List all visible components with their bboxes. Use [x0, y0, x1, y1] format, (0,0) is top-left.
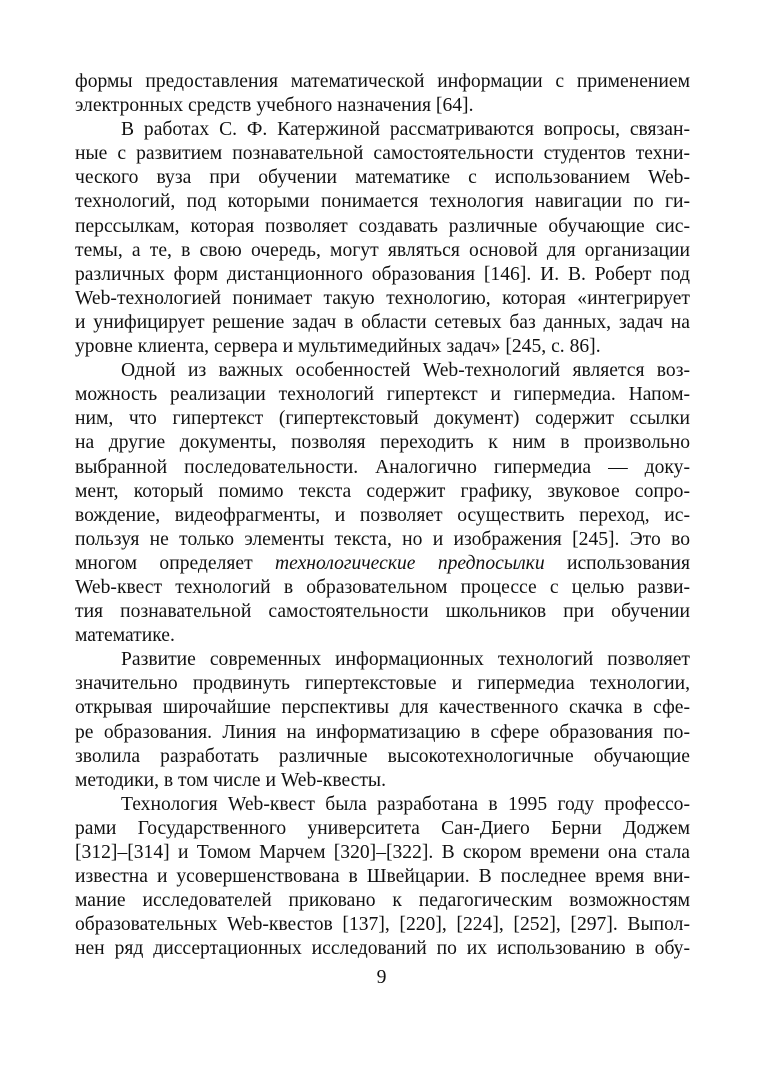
- text-line: значительно продвинуть гипертекстовые и гипермедиа технологии,: [75, 673, 690, 695]
- paragraph: [75, 793, 690, 962]
- text-line: электронных средств учебного назначения [64].: [75, 95, 474, 117]
- text-line: можность реализации технологий гипертекст и гипермедиа. Напом-: [75, 384, 690, 406]
- text-line: Одной из важных особенностей Web-технологий является воз-: [121, 360, 690, 382]
- text-line: В работах С. Ф. Катержиной рассматриваются вопросы, связан-: [121, 119, 690, 141]
- text-line: рами Государственного университета Сан-Диего Берни Доджем: [75, 817, 690, 839]
- text-line: Web-технологией понимает такую технологию, которая «интегрирует: [75, 287, 690, 309]
- emphasis-text: технологические предпосылки: [275, 552, 545, 574]
- text-line: ним, что гипертекст (гипертекстовый документ) содержит ссылки: [75, 408, 690, 430]
- text-line: Web-квест технологий в образовательном процессе с целью разви-: [75, 576, 690, 598]
- text-line: перссылкам, которая позволяет создавать различные обучающие сис-: [75, 215, 690, 237]
- text-line: известна и усовершенствована в Швейцарии. В последнее время вни-: [75, 866, 690, 888]
- text-line: мание исследователей приковано к педагогическим возможностям: [75, 890, 690, 912]
- text-line: ческого вуза при обучении математике с использованием Web-: [75, 167, 690, 189]
- paragraph: [75, 118, 690, 359]
- text-line: зволила разработать различные высокотехнологичные обучающие: [75, 745, 690, 767]
- text-line: многом определяет технологические предпосылки использования: [75, 552, 690, 574]
- text-line: тия познавательной самостоятельности школьников при обучении: [75, 601, 690, 623]
- text-line: Технология Web-квест была разработана в 1995 году профессо-: [121, 793, 690, 815]
- text-line: мент, который помимо текста содержит графику, звуковое сопро-: [75, 480, 690, 502]
- text-line: и унифицирует решение задач в области сетевых баз данных, задач на: [75, 311, 690, 333]
- text-line: открывая широчайшие перспективы для качественного скачка в сфе-: [75, 697, 690, 719]
- paragraph: [75, 70, 690, 118]
- text-line: выбранной последовательности. Аналогично гипермедиа — доку-: [75, 456, 690, 478]
- text-line: методики, в том числе и Web-квесты.: [75, 769, 386, 791]
- text-line: формы предоставления математической информации с применением: [75, 71, 690, 92]
- text-line: образовательных Web-квестов [137], [220], [224], [252], [297]. Выпол-: [75, 914, 690, 936]
- text-line: вождение, видеофрагменты, и позволяет осуществить переход, ис-: [75, 504, 690, 526]
- text-line: нен ряд диссертационных исследований по их использованию в обу-: [75, 938, 690, 960]
- text-line: ные с развитием познавательной самостоятельности студентов техни-: [75, 143, 690, 165]
- text-line: темы, а те, в свою очередь, могут являться основой для организации: [75, 239, 690, 261]
- text-line: математике.: [75, 625, 175, 647]
- text-line: пользуя не только элементы текста, но и изображения [245]. Это во: [75, 528, 690, 550]
- document-body: [75, 70, 690, 961]
- text-line: [312]–[314] и Томом Марчем [320]–[322]. В скором времени она стала: [75, 842, 690, 863]
- paragraph: [75, 648, 690, 793]
- text-line: на другие документы, позволяя переходить к ним в произвольно: [75, 432, 690, 454]
- paragraph: [75, 359, 690, 648]
- text-line: технологий, под которыми понимается технология навигации по ги-: [75, 191, 690, 213]
- page-number: 9: [376, 967, 387, 988]
- text-line: различных форм дистанционного образования [146]. И. В. Роберт под: [75, 263, 690, 285]
- text-line: ре образования. Линия на информатизацию в сфере образования по-: [75, 721, 690, 743]
- text-line: Развитие современных информационных технологий позволяет: [121, 649, 690, 671]
- text-line: уровне клиента, сервера и мультимедийных задач» [245, с. 86].: [75, 336, 601, 358]
